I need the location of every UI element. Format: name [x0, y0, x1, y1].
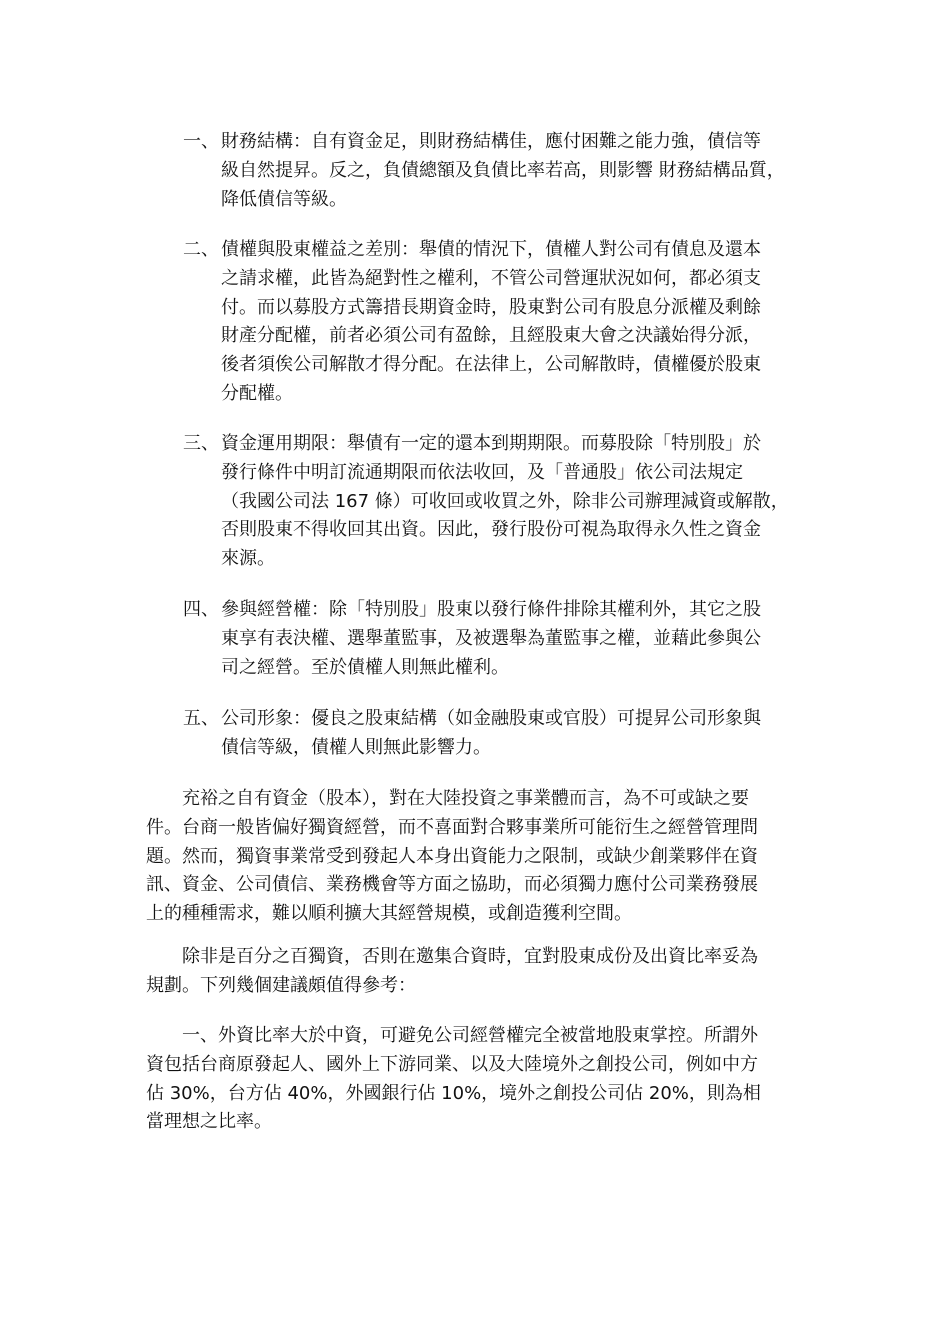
- list-item-number: 二、: [183, 239, 219, 260]
- list-item-number: 三、: [183, 433, 219, 454]
- list-item-creditor-vs-shareholder: [183, 236, 823, 409]
- list-item-management-participation: [183, 596, 823, 682]
- paragraph-own-capital: 充裕之自有資金（股本），對在大陸投資之事業體而言，為不可或缺之要 件。台商一般皆偏好獨資經營，而不喜面對合夥事業所可能衍生之經營管理問 題。然而，獨資事業常受到發起人本身出資能力之限制，或缺少創業夥伴在資 訊、資金、公司債信、業務機會等方面之協助，而必須獨力應付公司業務發展 上的種種需求，難以順利擴大其經營規模，或創造獲利空間。: [146, 788, 758, 925]
- list-item-text: 資金運用期限：舉債有一定的還本到期期限。而募股除「特別股」於 發行條件中明訂流通期限而依法收回，及「普通股」依公司法規定 （我國公司法 167 條）可收回或收買之外，除非公司辦理減資或解散， 否則股東不得收回其出資。因此，發行股份可視為取得永久性之資金 來源。: [221, 433, 789, 570]
- list-item-company-image: [183, 705, 823, 763]
- list-item-financial-structure: [183, 128, 823, 214]
- list-item-text: 公司形象：優良之股東結構（如金融股東或官股）可提昇公司形象與 債信等級，債權人則無此影響力。: [221, 708, 761, 758]
- list-item-text: 財務結構：自有資金足，則財務結構佳，應付困難之能力強，債信等 級自然提昇。反之，負債總額及負債比率若高，則影響 財務結構品質， 降低債信等級。: [221, 131, 785, 210]
- list-item-number: 一、: [183, 131, 219, 152]
- list-item-number: 四、: [183, 599, 219, 620]
- list-item-funding-period: [183, 430, 823, 574]
- paragraph-foreign-capital-ratio: 一、外資比率大於中資，可避免公司經營權完全被當地股東掌控。所謂外 資包括台商原發起人、國外上下游同業、以及大陸境外之創投公司，例如中方 佔 30%，台方佔 40%，外國銀行佔 10%，境外之創投公司佔 20%，則為相 當理想之比率。: [146, 1025, 761, 1133]
- list-item-number: 五、: [183, 708, 219, 729]
- paragraph-joint-venture: 除非是百分之百獨資，否則在邀集合資時，宜對股東成份及出資比率妥為 規劃。下列幾個建議頗值得參考：: [146, 946, 758, 996]
- list-item-text: 參與經營權：除「特別股」股東以發行條件排除其權利外，其它之股 東享有表決權、選舉董監事，及被選舉為董監事之權，並藉此參與公 司之經營。至於債權人則無此權利。: [221, 599, 761, 678]
- list-item-text: 債權與股東權益之差別：舉債的情況下，債權人對公司有債息及還本 之請求權，此皆為絕對性之權利，不管公司營運狀況如何，都必須支 付。而以募股方式籌措長期資金時，股東對公司有股息分派權及剩餘 財產分配權，前者必須公司有盈餘，且經股東大會之決議始得分派， 後者須俟公司解散才得分配。在法律上，公司解散時，債權優於股東 分配權。: [221, 239, 761, 404]
